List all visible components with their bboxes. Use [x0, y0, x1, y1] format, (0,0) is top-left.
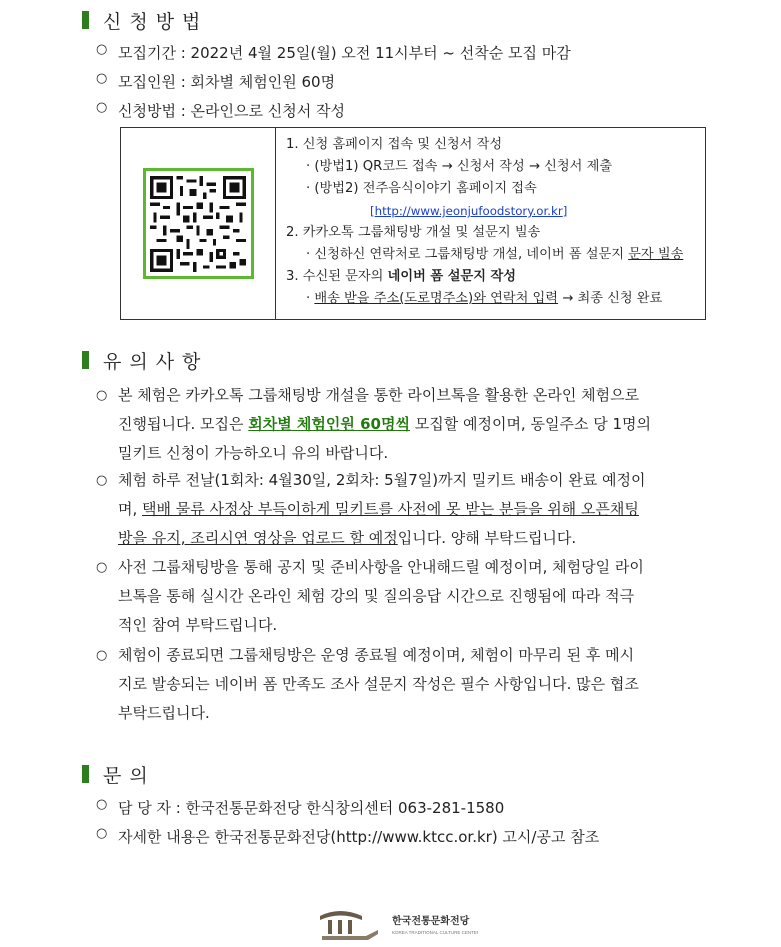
section-heading-inquiry — [82, 761, 156, 787]
section-title: 유의사항 — [103, 350, 209, 373]
step-2: 2. 카카오톡 그룹채팅방 개설 및 설문지 빌송 — [286, 225, 541, 240]
step-1-method-2: · (방법2) 전주음식이야기 홈페이지 접속 — [306, 181, 537, 196]
step-3: 3. 수신된 문자의 네이버 폼 설문지 작성 — [286, 269, 517, 284]
section-marker — [82, 765, 89, 783]
bullet-apply-method: ○ 신청방법 : 온라인으로 신청서 작성 — [96, 100, 345, 120]
section-title: 문의 — [103, 764, 156, 787]
homepage-link[interactable]: [http://www.jeonjufoodstory.or.kr] — [370, 204, 568, 218]
bullet-recruit-count: ○ 모집인원 : 회차별 체험인원 60명 — [96, 71, 336, 91]
note-1: ○ 본 체험은 카카오톡 그룹채팅방 개설을 통한 라이브톡을 활용한 온라인 체험으로 진행됩니다. 모집은 회차별 체험인원 60명씩 모집할 예정이며, 동일주소 당 1명의 밀키트 신청이 가능하오니 유의 바랍니다. — [96, 386, 651, 462]
qr-code-icon[interactable] — [150, 176, 246, 272]
section-heading-apply — [82, 7, 208, 33]
note-3: ○ 사전 그룹채팅방을 통해 공지 및 준비사항을 안내해드릴 예정이며, 체험당일 라이 브톡을 통해 실시간 온라인 체험 강의 및 질의응답 시간으로 진행됨에 따라 적극 적인 참여 부탁드립니다. — [96, 558, 644, 634]
section-title: 신청방법 — [103, 10, 209, 33]
step-1-method-1: · (방법1) QR코드 접속 → 신청서 작성 → 신청서 제출 — [306, 159, 613, 174]
step-2-detail: · 신청하신 연락처로 그룹채팅방 개설, 네이버 폼 설문지 문자 빌송 — [306, 247, 684, 262]
section-heading-notes — [82, 347, 208, 373]
section-marker — [82, 11, 89, 29]
note-2: ○ 체험 하루 전날(1회차: 4월30일, 2회차: 5월7일)까지 밀키트 배송이 완료 예정이 며, 택배 물류 사정상 부득이하게 밀키트를 사전에 못 받는 분들을 위해 오픈채팅 방을 유지, 조리시연 영상을 업로드 할 예정입니다. 양해 부탁드립니다. — [96, 471, 646, 547]
qr-cell — [121, 128, 276, 319]
note-4: ○ 체험이 종료되면 그룹채팅방은 운영 종료될 예정이며, 체험이 마무리 된 후 메시 지로 발송되는 네이버 폼 만족도 조사 설문지 작성은 필수 사항입니다. 많은 협조 부탁드립니다. — [96, 646, 639, 722]
logo-subtext: KOREA TRADITIONAL CULTURE CENTER — [392, 930, 478, 935]
section-marker — [82, 351, 89, 369]
step-1: 1. 신청 홈페이지 접속 및 신청서 작성 — [286, 137, 503, 152]
bullet-contact: ○ 담 당 자 : 한국전통문화전당 한식창의센터 063-281-1580 — [96, 797, 505, 817]
footer-logo — [318, 902, 478, 942]
apply-steps-table — [120, 127, 706, 320]
bullet-more-info: ○ 자세한 내용은 한국전통문화전당(http://www.ktcc.or.kr) 고시/공고 참조 — [96, 826, 600, 846]
bullet-recruit-period: ○ 모집기간 : 2022년 4월 25일(월) 오전 11시부터 ~ 선착순 모집 마감 — [96, 42, 571, 62]
qr-code-frame — [143, 168, 254, 279]
logo-icon — [318, 902, 478, 942]
step-3-detail: · 배송 받을 주소(도로명주소)와 연락처 입력 → 최종 신청 완료 — [306, 291, 663, 306]
steps-list — [276, 128, 705, 319]
logo-text: 한국전통문화전당 — [392, 916, 470, 927]
